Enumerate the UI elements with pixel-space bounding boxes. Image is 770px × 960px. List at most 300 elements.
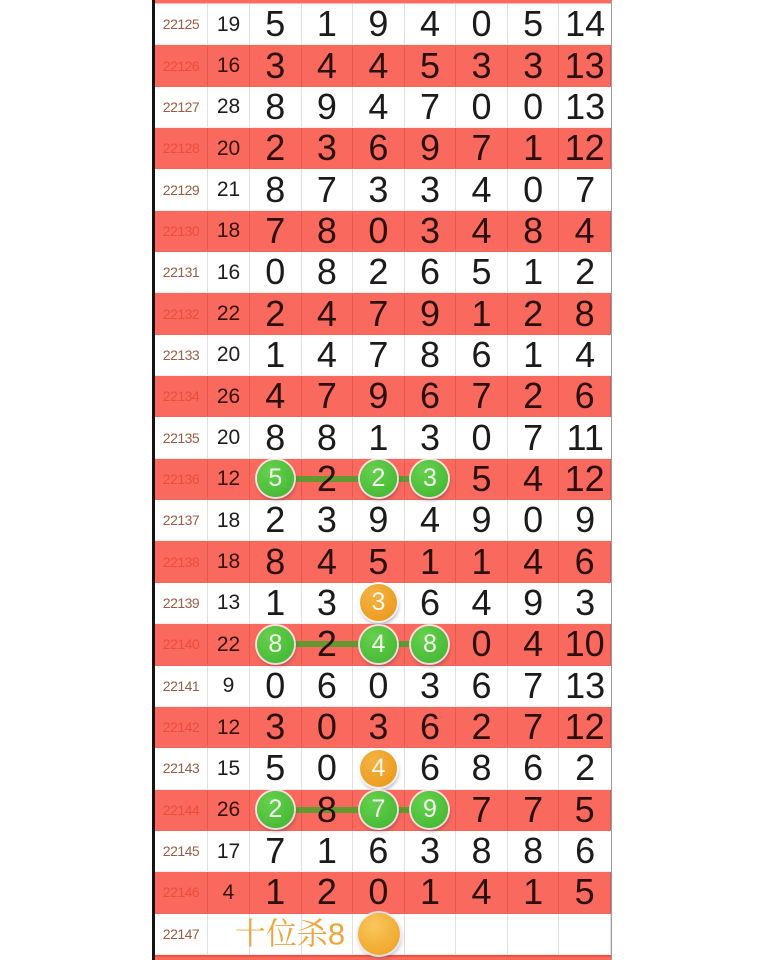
digit-cell — [353, 831, 405, 871]
digit-value: 5 — [368, 540, 389, 582]
digit-cell — [302, 541, 354, 581]
table-body — [155, 4, 611, 955]
digit-cell — [302, 748, 354, 788]
digit-cell — [456, 459, 508, 499]
table-row — [155, 541, 611, 582]
digit-cell — [302, 128, 354, 168]
digit-value: 4 — [574, 209, 595, 251]
digit-cell-empty — [456, 914, 508, 954]
digit-cell — [302, 87, 354, 127]
digit-cell — [456, 831, 508, 871]
period-cell-value: 22126 — [162, 57, 200, 74]
count-cell-value: 12 — [216, 715, 241, 739]
digit-value: 1 — [523, 127, 544, 169]
period-cell-value: 22139 — [162, 594, 200, 611]
count-cell — [208, 211, 250, 251]
digit-value: 6 — [471, 664, 492, 706]
period-cell — [155, 335, 208, 375]
digit-value: 0 — [265, 664, 286, 706]
digit-value: 1 — [265, 333, 286, 375]
digit-cell — [405, 831, 457, 871]
digit-cell — [405, 872, 457, 912]
digit-cell — [508, 45, 560, 85]
digit-value: 8 — [265, 540, 286, 582]
digit-value: 1 — [471, 292, 492, 334]
table-row — [155, 831, 611, 872]
digit-cell — [405, 211, 457, 251]
digit-value: 1 — [265, 581, 286, 623]
digit-cell — [456, 87, 508, 127]
digit-value: 4 — [471, 581, 492, 623]
digit-cell — [405, 252, 457, 292]
period-cell-value: 22145 — [162, 843, 200, 860]
digit-cell — [456, 583, 508, 623]
digit-value: 0 — [471, 3, 492, 45]
period-cell-value: 22133 — [162, 346, 200, 363]
period-cell — [155, 583, 208, 623]
digit-cell — [250, 252, 302, 292]
digit-value: 2 — [575, 251, 596, 293]
digit-value: 2 — [471, 706, 492, 748]
digit-cell — [353, 707, 405, 747]
digit-value: 4 — [265, 375, 286, 417]
count-cell-value: 21 — [216, 178, 241, 202]
digit-value: 0 — [523, 85, 544, 127]
count-cell-value: 13 — [216, 591, 241, 615]
period-cell — [155, 376, 208, 416]
digit-value: 5 — [471, 457, 492, 499]
digit-cell — [405, 707, 457, 747]
count-cell — [208, 500, 250, 540]
table-row — [155, 45, 611, 86]
digit-cell — [456, 4, 508, 44]
digit-cell — [353, 376, 405, 416]
digit-value: 5 — [419, 44, 440, 86]
digit-value: 6 — [523, 747, 544, 789]
digit-cell — [302, 376, 354, 416]
digit-value: 7 — [368, 333, 389, 375]
count-cell — [208, 128, 250, 168]
digit-cell — [250, 45, 302, 85]
green-circle-number: 8 — [257, 626, 294, 663]
period-cell — [155, 417, 208, 457]
table-row — [155, 252, 611, 293]
digit-value: 6 — [574, 540, 595, 582]
digit-value: 2 — [316, 623, 337, 665]
digit-value: 8 — [316, 251, 337, 293]
trend-table — [152, 0, 612, 960]
count-cell — [208, 624, 250, 664]
digit-cell — [456, 541, 508, 581]
digit-value: 7 — [368, 292, 389, 334]
digit-value: 4 — [523, 457, 544, 499]
digit-value: 0 — [368, 871, 389, 913]
digit-value: 3 — [316, 581, 337, 623]
digit-value: 5 — [265, 3, 286, 45]
digit-cell — [405, 4, 457, 44]
count-cell — [208, 748, 250, 788]
digit-cell — [405, 624, 457, 664]
digit-cell — [559, 666, 611, 706]
digit-value: 6 — [368, 830, 389, 872]
table-row — [155, 211, 611, 252]
period-cell-value: 22147 — [162, 925, 200, 942]
green-circle-number: 2 — [360, 460, 397, 497]
digit-cell — [559, 376, 611, 416]
digit-value: 7 — [316, 375, 337, 417]
digit-value: 4 — [471, 209, 492, 251]
digit-value: 7 — [523, 416, 544, 458]
table-row — [155, 169, 611, 210]
table-row — [155, 4, 611, 45]
count-cell — [208, 541, 250, 581]
table-row — [155, 872, 611, 913]
digit-value: 0 — [316, 706, 337, 748]
digit-value: 7 — [575, 168, 596, 210]
count-cell-value: 18 — [216, 550, 241, 574]
period-cell-value: 22130 — [162, 222, 200, 239]
digit-value: 4 — [316, 540, 337, 582]
period-cell-value: 22140 — [162, 636, 200, 653]
orange-ball-icon — [358, 913, 400, 955]
digit-value: 9 — [471, 499, 492, 541]
digit-cell — [559, 417, 611, 457]
period-cell-value: 22138 — [162, 553, 200, 570]
kill-note-text: 十位杀8 — [234, 916, 346, 952]
digit-value: 3 — [419, 664, 440, 706]
digit-cell — [250, 707, 302, 747]
digit-cell — [559, 45, 611, 85]
digit-value: 1 — [316, 830, 337, 872]
digit-cell — [353, 541, 405, 581]
digit-value: 9 — [368, 375, 389, 417]
digit-cell — [302, 169, 354, 209]
digit-value: 2 — [316, 871, 337, 913]
digit-value: 4 — [419, 3, 440, 45]
digit-value: 8 — [316, 209, 337, 251]
count-cell — [208, 169, 250, 209]
period-cell — [155, 624, 208, 664]
table-row — [155, 500, 611, 541]
digit-cell — [508, 417, 560, 457]
digit-cell — [353, 87, 405, 127]
digit-value: 1 — [368, 416, 389, 458]
digit-cell — [353, 169, 405, 209]
count-cell — [208, 252, 250, 292]
table-row — [155, 666, 611, 707]
digit-value: 2 — [265, 127, 286, 169]
digit-cell — [456, 169, 508, 209]
digit-cell — [456, 790, 508, 830]
digit-cell — [353, 45, 405, 85]
digit-value: 12 — [564, 457, 605, 499]
digit-cell — [405, 417, 457, 457]
table-row — [155, 87, 611, 128]
digit-value: 8 — [265, 416, 286, 458]
digit-cell — [559, 293, 611, 333]
period-cell — [155, 872, 208, 912]
digit-cell — [559, 500, 611, 540]
count-cell — [208, 790, 250, 830]
digit-cell — [456, 335, 508, 375]
period-cell-value: 22142 — [162, 719, 200, 736]
digit-value: 1 — [523, 871, 544, 913]
period-cell — [155, 4, 208, 44]
digit-value: 6 — [419, 747, 440, 789]
digit-cell — [405, 45, 457, 85]
digit-cell — [405, 335, 457, 375]
digit-cell — [456, 376, 508, 416]
digit-cell — [302, 707, 354, 747]
digit-cell — [405, 293, 457, 333]
digit-cell — [353, 293, 405, 333]
digit-cell — [250, 169, 302, 209]
digit-cell-empty — [508, 914, 560, 954]
digit-cell — [302, 831, 354, 871]
digit-cell — [559, 335, 611, 375]
digit-cell — [302, 335, 354, 375]
green-circle-number: 4 — [360, 626, 397, 663]
digit-value: 6 — [419, 375, 440, 417]
digit-value: 1 — [265, 871, 286, 913]
digit-value: 3 — [471, 44, 492, 86]
digit-value: 6 — [419, 251, 440, 293]
digit-cell — [508, 583, 560, 623]
count-cell-value: 17 — [216, 839, 241, 863]
digit-cell — [456, 128, 508, 168]
digit-cell — [508, 666, 560, 706]
count-cell-value: 16 — [216, 54, 241, 78]
digit-value: 5 — [574, 871, 595, 913]
digit-cell — [559, 169, 611, 209]
digit-value: 0 — [471, 85, 492, 127]
digit-value: 7 — [523, 664, 544, 706]
digit-cell — [405, 583, 457, 623]
digit-value: 8 — [471, 747, 492, 789]
digit-value: 7 — [523, 788, 544, 830]
digit-cell — [508, 624, 560, 664]
count-cell-value: 26 — [216, 798, 241, 822]
count-cell-value: 20 — [216, 426, 241, 450]
green-circle-number: 2 — [257, 791, 294, 828]
digit-cell — [353, 666, 405, 706]
count-cell-value: 15 — [216, 756, 241, 780]
digit-cell — [302, 872, 354, 912]
period-cell — [155, 169, 208, 209]
digit-cell — [405, 376, 457, 416]
digit-value: 0 — [523, 499, 544, 541]
table-row — [155, 583, 611, 624]
digit-cell — [353, 500, 405, 540]
table-row — [155, 459, 611, 500]
digit-value: 13 — [565, 85, 606, 127]
digit-cell — [405, 87, 457, 127]
period-cell — [155, 293, 208, 333]
digit-value: 7 — [471, 788, 492, 830]
digit-cell — [405, 666, 457, 706]
digit-value: 2 — [368, 251, 389, 293]
digit-value: 6 — [574, 375, 595, 417]
digit-value: 2 — [523, 292, 544, 334]
digit-cell — [302, 4, 354, 44]
digit-cell — [508, 293, 560, 333]
digit-value: 1 — [523, 251, 544, 293]
digit-value: 5 — [471, 251, 492, 293]
digit-value: 3 — [316, 499, 337, 541]
digit-cell — [508, 335, 560, 375]
digit-value: 9 — [575, 499, 596, 541]
digit-cell — [456, 500, 508, 540]
digit-cell — [559, 4, 611, 44]
count-cell-value: 22 — [216, 632, 241, 656]
digit-value: 13 — [564, 44, 605, 86]
digit-value: 10 — [564, 623, 605, 665]
digit-value: 9 — [523, 581, 544, 623]
digit-value: 3 — [575, 581, 596, 623]
digit-value: 5 — [523, 3, 544, 45]
digit-cell — [250, 335, 302, 375]
digit-cell — [559, 252, 611, 292]
digit-value: 12 — [564, 127, 605, 169]
digit-value: 1 — [316, 3, 337, 45]
count-cell — [208, 4, 250, 44]
digit-cell — [559, 624, 611, 664]
period-cell-value: 22125 — [162, 16, 200, 33]
digit-cell — [508, 169, 560, 209]
digit-cell — [353, 4, 405, 44]
digit-value: 3 — [523, 44, 544, 86]
period-cell-value: 22146 — [162, 884, 200, 901]
green-circle-number: 9 — [411, 791, 448, 828]
digit-value: 7 — [471, 375, 492, 417]
count-cell-value: 16 — [216, 260, 241, 284]
digit-cell — [559, 128, 611, 168]
partial-row-bottom — [155, 955, 611, 960]
digit-value: 7 — [419, 85, 440, 127]
digit-value: 14 — [565, 3, 606, 45]
digit-value: 8 — [471, 830, 492, 872]
digit-value: 8 — [265, 85, 286, 127]
digit-cell — [456, 666, 508, 706]
period-cell-value: 22132 — [162, 305, 200, 322]
digit-cell — [405, 541, 457, 581]
period-cell-value: 22143 — [162, 760, 200, 777]
period-cell — [155, 831, 208, 871]
count-cell-value: 19 — [216, 12, 241, 36]
count-cell — [208, 666, 250, 706]
green-circle-number: 8 — [411, 626, 448, 663]
digit-cell — [405, 748, 457, 788]
digit-cell — [302, 45, 354, 85]
digit-value: 3 — [419, 168, 440, 210]
table-row — [155, 376, 611, 417]
digit-value: 3 — [368, 168, 389, 210]
count-cell — [208, 293, 250, 333]
digit-cell — [353, 252, 405, 292]
digit-cell — [250, 128, 302, 168]
period-cell — [155, 87, 208, 127]
digit-cell — [559, 541, 611, 581]
digit-value: 9 — [368, 3, 389, 45]
green-circle-number: 5 — [257, 460, 294, 497]
digit-value: 4 — [471, 871, 492, 913]
digit-cell — [559, 459, 611, 499]
digit-cell — [250, 748, 302, 788]
digit-value: 12 — [564, 706, 605, 748]
digit-cell — [456, 748, 508, 788]
digit-cell — [508, 252, 560, 292]
digit-value: 0 — [368, 209, 389, 251]
digit-cell — [508, 831, 560, 871]
digit-cell — [353, 872, 405, 912]
digit-cell — [508, 500, 560, 540]
digit-cell — [405, 790, 457, 830]
period-cell-value: 22135 — [162, 429, 200, 446]
digit-cell — [353, 583, 405, 623]
digit-value: 8 — [574, 292, 595, 334]
digit-cell — [405, 128, 457, 168]
period-cell-value: 22141 — [162, 677, 200, 694]
digit-cell — [250, 583, 302, 623]
period-cell-value: 22144 — [162, 801, 200, 818]
period-cell — [155, 666, 208, 706]
digit-value: 8 — [523, 209, 544, 251]
digit-cell — [250, 500, 302, 540]
digit-cell — [508, 707, 560, 747]
count-cell-value: 20 — [216, 343, 241, 367]
digit-cell — [250, 211, 302, 251]
digit-value: 4 — [316, 292, 337, 334]
digit-cell — [250, 666, 302, 706]
count-cell-value: 26 — [216, 384, 241, 408]
digit-value: 7 — [265, 209, 286, 251]
digit-value: 3 — [419, 830, 440, 872]
digit-value: 0 — [368, 664, 389, 706]
digit-cell — [456, 624, 508, 664]
period-cell-value: 22134 — [162, 388, 200, 405]
digit-value: 5 — [265, 747, 286, 789]
digit-value: 6 — [316, 664, 337, 706]
digit-value: 8 — [316, 416, 337, 458]
digit-value: 3 — [316, 127, 337, 169]
digit-cell — [508, 211, 560, 251]
table-row — [155, 790, 611, 831]
digit-cell — [302, 211, 354, 251]
digit-cell — [508, 748, 560, 788]
digit-cell — [559, 831, 611, 871]
digit-value: 4 — [368, 85, 389, 127]
count-cell-value: 12 — [216, 467, 241, 491]
digit-cell — [250, 4, 302, 44]
digit-cell — [508, 128, 560, 168]
digit-cell — [405, 459, 457, 499]
digit-value: 2 — [265, 292, 286, 334]
digit-value: 9 — [419, 127, 440, 169]
digit-value: 1 — [471, 540, 492, 582]
digit-cell — [559, 872, 611, 912]
digit-cell — [456, 211, 508, 251]
digit-cell — [508, 376, 560, 416]
digit-value: 3 — [419, 209, 440, 251]
period-cell — [155, 748, 208, 788]
period-cell — [155, 500, 208, 540]
digit-cell — [353, 335, 405, 375]
digit-cell — [508, 790, 560, 830]
digit-value: 0 — [265, 251, 286, 293]
count-cell — [208, 335, 250, 375]
digit-cell — [559, 707, 611, 747]
digit-cell — [250, 87, 302, 127]
